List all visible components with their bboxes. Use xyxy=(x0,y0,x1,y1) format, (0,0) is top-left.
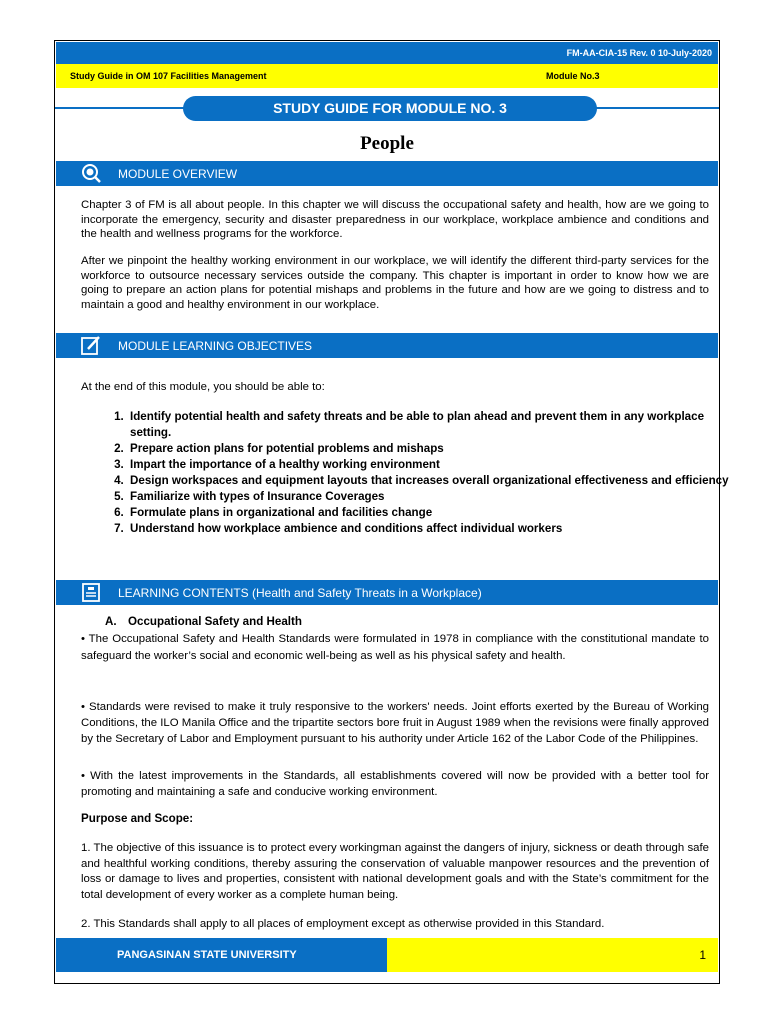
objectives-list xyxy=(105,409,733,537)
overview-heading: MODULE OVERVIEW xyxy=(118,167,238,181)
purpose-paragraph: 1. The objective of this issuance is to protect every workingman against the dangers of injury, sickness or death through safe and healthful working conditions, thereby assuring the conservation of valuable manpower resources and the prevention of loss or damage to lives and properties, consistent with national development goals and with the State’s commitment for the total development of every worker as a complete human being. xyxy=(81,842,709,901)
topic-title: People xyxy=(360,133,414,154)
objectives-header xyxy=(56,333,718,358)
objective-item: 7. Understand how workplace ambience and conditions affect individual workers xyxy=(127,521,733,537)
content-paragraph: • Standards were revised to make it truly responsive to the workers' needs. Joint efforts exerted by the Bureau of Working Conditions, the ILO Manila Office and the tripartite sectors bore fruit in August 1989 when the revisions were finally approved by the Secretary of Labor and Employment pursuant to his authority under Article 162 of the Labor Code of the Philippines. xyxy=(81,701,709,745)
study-guide-title: STUDY GUIDE FOR MODULE NO. 3 xyxy=(183,96,597,121)
overview-paragraph: Chapter 3 of FM is all about people. In this chapter we will discuss the occupational safety and health, how are we going to incorporate the emergency, security and disaster preparedness in our workplace, workplace ambience and conditions and the health and wellness programs for the workforce. xyxy=(81,199,709,240)
objective-item: 3. Impart the importance of a healthy working environment xyxy=(127,457,733,473)
overview-paragraph: After we pinpoint the healthy working environment in our workplace, we will identify the different third-party services for the workforce to outsource necessary services outside the company. This chapter is important in order to know how we are going to prepare an action plans for potential mishaps and problems in the future and how are we going to distress and to maintain a good and healthy environment in our workplace. xyxy=(81,255,709,311)
content-paragraph: • With the latest improvements in the Standards, all establishments covered will now be provided with a better tool for promoting and maintaining a safe and conducive working environment. xyxy=(81,770,709,798)
course-title: Study Guide in OM 107 Facilities Management xyxy=(70,71,267,81)
contents-heading: LEARNING CONTENTS (Health and Safety Threats in a Workplace) xyxy=(118,586,482,600)
course-bar xyxy=(56,64,718,88)
page xyxy=(54,40,729,984)
magnifier-icon xyxy=(80,163,102,184)
footer-university-bar xyxy=(56,938,387,972)
purpose-heading: Purpose and Scope: xyxy=(81,812,194,825)
subsection-heading xyxy=(105,615,302,628)
overview-header xyxy=(56,161,718,186)
objectives-heading: MODULE LEARNING OBJECTIVES xyxy=(118,339,313,353)
module-number: Module No.3 xyxy=(546,71,600,81)
objective-item: 6. Formulate plans in organizational and facilities change xyxy=(127,505,733,521)
objective-item: 1. Identify potential health and safety threats and be able to plan ahead and prevent them in any workplace setting. xyxy=(127,409,733,441)
objectives-intro: At the end of this module, you should be able to: xyxy=(81,381,325,393)
objective-item: 4. Design workspaces and equipment layouts that increases overall organizational effectiveness and efficiency xyxy=(127,473,733,489)
subsection-title: Occupational Safety and Health xyxy=(128,615,302,628)
pencil-edit-icon xyxy=(80,335,102,356)
university-name: PANGASINAN STATE UNIVERSITY xyxy=(117,949,297,961)
document-list-icon xyxy=(80,582,102,603)
form-code-bar xyxy=(56,42,718,64)
content-paragraph: • The Occupational Safety and Health Standards were formulated in 1978 in compliance with the constitutional mandate to safeguard the worker’s social and economic well-being as well as his physical safety and health. xyxy=(81,633,709,662)
page-number: 1 xyxy=(699,948,706,962)
objective-item: 2. Prepare action plans for potential problems and mishaps xyxy=(127,441,733,457)
contents-header xyxy=(56,580,718,605)
subsection-letter: A. xyxy=(105,615,117,628)
purpose-paragraph: 2. This Standards shall apply to all places of employment except as otherwise provided in this Standard. xyxy=(81,918,605,930)
footer-page-bar xyxy=(387,938,718,972)
form-code: FM-AA-CIA-15 Rev. 0 10-July-2020 xyxy=(566,48,712,58)
objective-item: 5. Familiarize with types of Insurance Coverages xyxy=(127,489,733,505)
